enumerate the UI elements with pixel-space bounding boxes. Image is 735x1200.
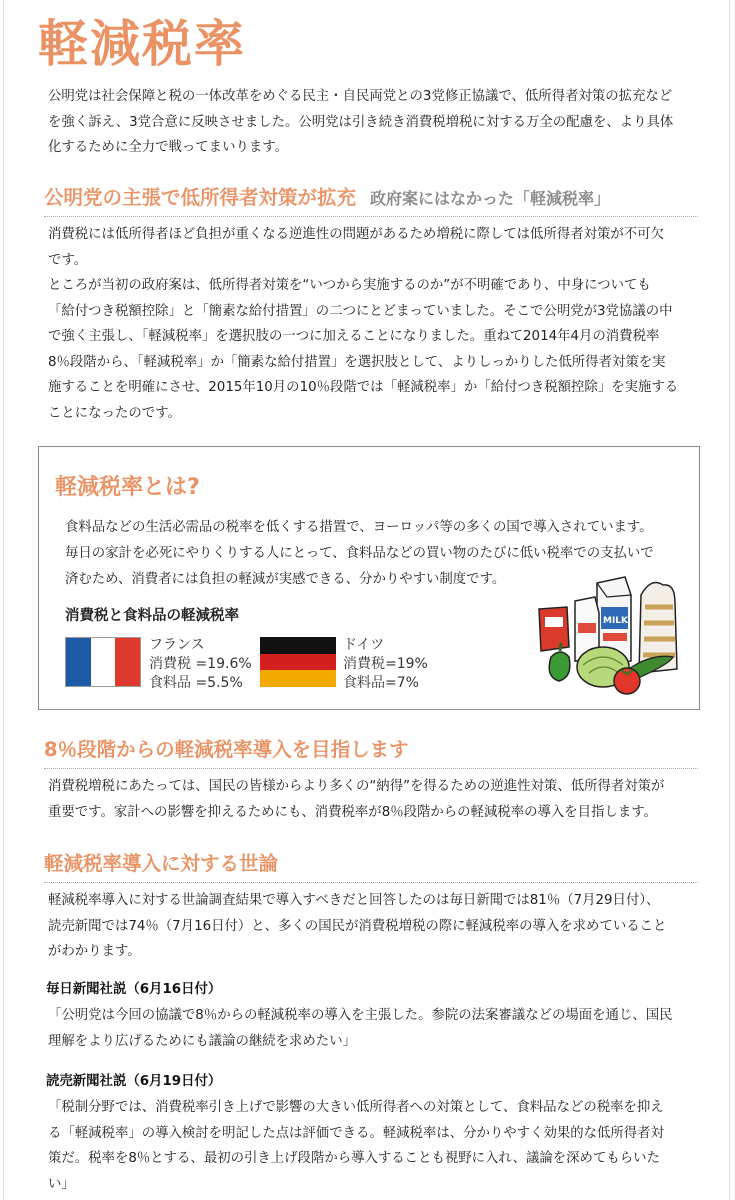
section1-line: ところが当初の政府案は、低所得者対策を“いつから実施するのか”が不明確であり、中身についても xyxy=(48,278,651,293)
section1-line: 消費税には低所得者ほど負担が重くなる逆進性の問題があるため増税に際しては低所得者対策が不可欠 xyxy=(48,227,664,242)
germany-consumption-tax: 消費税=19% xyxy=(343,656,428,672)
section1-heading xyxy=(44,184,610,213)
germany-food-tax: 食料品=7% xyxy=(343,675,419,691)
intro-paragraph xyxy=(48,84,698,161)
section3-line: がわかります。 xyxy=(48,944,141,959)
editorial-source-mainichi: 毎日新聞社説（6月16日付） xyxy=(46,982,222,997)
section3-heading: 軽減税率導入に対する世論 xyxy=(44,852,279,875)
flag-stripe xyxy=(115,638,140,686)
flag-stripe xyxy=(260,637,336,654)
france-food-tax: 食料品 =5.5% xyxy=(149,675,243,691)
section1-line: 施することを明確にさせ、2015年10月の10％段階では「軽減税率」か「給付つき税額控除」を実施する xyxy=(48,380,679,395)
section1-line: 「給付つき税額控除」と「簡素な給付措置」の二つにとどまっていました。そこで公明党が3党協議の中 xyxy=(48,303,673,319)
editorial-line: 「公明党は今回の協議で8％からの軽減税率の導入を主張した。参院の法案審議などの場面を通じ、国民 xyxy=(48,1008,673,1023)
box-line: 食料品などの生活必需品の税率を低くする措置で、ヨーロッパ等の多くの国で導入されています。 xyxy=(65,520,653,535)
box-subtitle: 消費税と食料品の軽減税率 xyxy=(65,608,239,624)
section2-body xyxy=(48,774,698,825)
germany-flag-icon xyxy=(260,637,336,687)
section2-line: 重要です。家計への影響を抑えるためにも、消費税率が8％段階からの軽減税率の導入を目指します。 xyxy=(48,804,657,820)
editorial-line: 策だ。税率を8％とする、最初の引き上げ段階から導入することも視野に入れ、議論を深めてもらいた xyxy=(48,1151,660,1166)
editorial-line: 理解をより広げるためにも議論の継続を求めたい」 xyxy=(48,1033,356,1049)
section3-body xyxy=(48,888,698,965)
section1-divider xyxy=(44,216,698,217)
section1-line: です。 xyxy=(48,252,88,268)
france-consumption-tax: 消費税 =19.6% xyxy=(149,656,252,672)
flag-stripe xyxy=(66,638,91,686)
section3-line: 読売新聞では74％（7月16日付）と、多くの国民が消費税増税の際に軽減税率の導入を求めていること xyxy=(48,918,667,934)
editorial-line: 「税制分野では、消費税率引き上げで影響の大きい低所得者への対策として、食料品などの税率を抑え xyxy=(48,1100,664,1115)
section2-divider xyxy=(44,768,698,769)
intro-line: 公明党は社会保障と税の一体改革をめぐる民主・自民両党との3党修正協議で、低所得者対策の拡充など xyxy=(48,89,673,104)
reduced-tax-info-box xyxy=(38,446,700,710)
france-name: フランス xyxy=(149,637,205,653)
section1-line: 8％段階から、「軽減税率」か「簡素な給付措置」を選択肢として、よりしっかりした低所得者対策を実 xyxy=(48,354,666,370)
germany-rates xyxy=(343,636,428,693)
section2-line: 消費税増税にあたっては、国民の皆様からより多くの“納得”を得るための逆進性対策、低所得者対策が xyxy=(48,779,665,794)
editorial-quote-yomiuri xyxy=(48,1095,698,1197)
section1-heading-text: 公明党の主張で低所得者対策が拡充 xyxy=(44,186,357,209)
box-line: 済むため、消費者には負担の軽減が実感できる、分かりやすい制度です。 xyxy=(65,572,506,587)
flag-stripe xyxy=(260,670,336,687)
box-line: 毎日の家計を必死にやりくりする人にとって、食料品などの買い物のたびに低い税率での支払いで xyxy=(65,546,654,561)
flag-stripe xyxy=(91,638,116,686)
section1-line: ことになったのです。 xyxy=(48,405,181,421)
milk-carton-label: MILK xyxy=(603,616,629,626)
section1-line: で強く主張し、「軽減税率」を選択肢の一つに加えることになりました。重ねて2014年4月の消費税率 xyxy=(48,329,660,344)
groceries-illustration-icon xyxy=(523,573,693,699)
france-flag-icon xyxy=(65,637,141,687)
intro-line: 化するために全力で戦ってまいります。 xyxy=(48,140,288,155)
box-title: 軽減税率とは? xyxy=(55,475,200,500)
editorial-line: る「軽減税率」の導入検討を明記した点は評価できる。軽減税率は、分かりやすく効果的な低所得者対 xyxy=(48,1125,664,1141)
editorial-line: い」 xyxy=(48,1176,75,1192)
section3-line: 軽減税率導入に対する世論調査結果で導入すべきだと回答したのは毎日新聞では81％（7月29日付）、 xyxy=(48,893,660,908)
section3-divider xyxy=(44,882,698,883)
editorial-quote-mainichi xyxy=(48,1003,698,1054)
section1-body xyxy=(48,222,698,426)
intro-line: を強く訴え、3党合意に反映させました。公明党は引き続き消費税増税に対する万全の配慮を、より具体 xyxy=(48,114,674,130)
editorial-source-yomiuri: 読売新聞社説（6月19日付） xyxy=(46,1074,222,1089)
page-title: 軽減税率 xyxy=(38,15,246,73)
flag-stripe xyxy=(260,654,336,671)
section2-heading: 8％段階からの軽減税率導入を目指します xyxy=(44,738,409,761)
germany-name: ドイツ xyxy=(343,637,385,653)
france-rates xyxy=(149,636,252,693)
section1-subheading: 政府案にはなかった「軽減税率」 xyxy=(370,189,611,208)
